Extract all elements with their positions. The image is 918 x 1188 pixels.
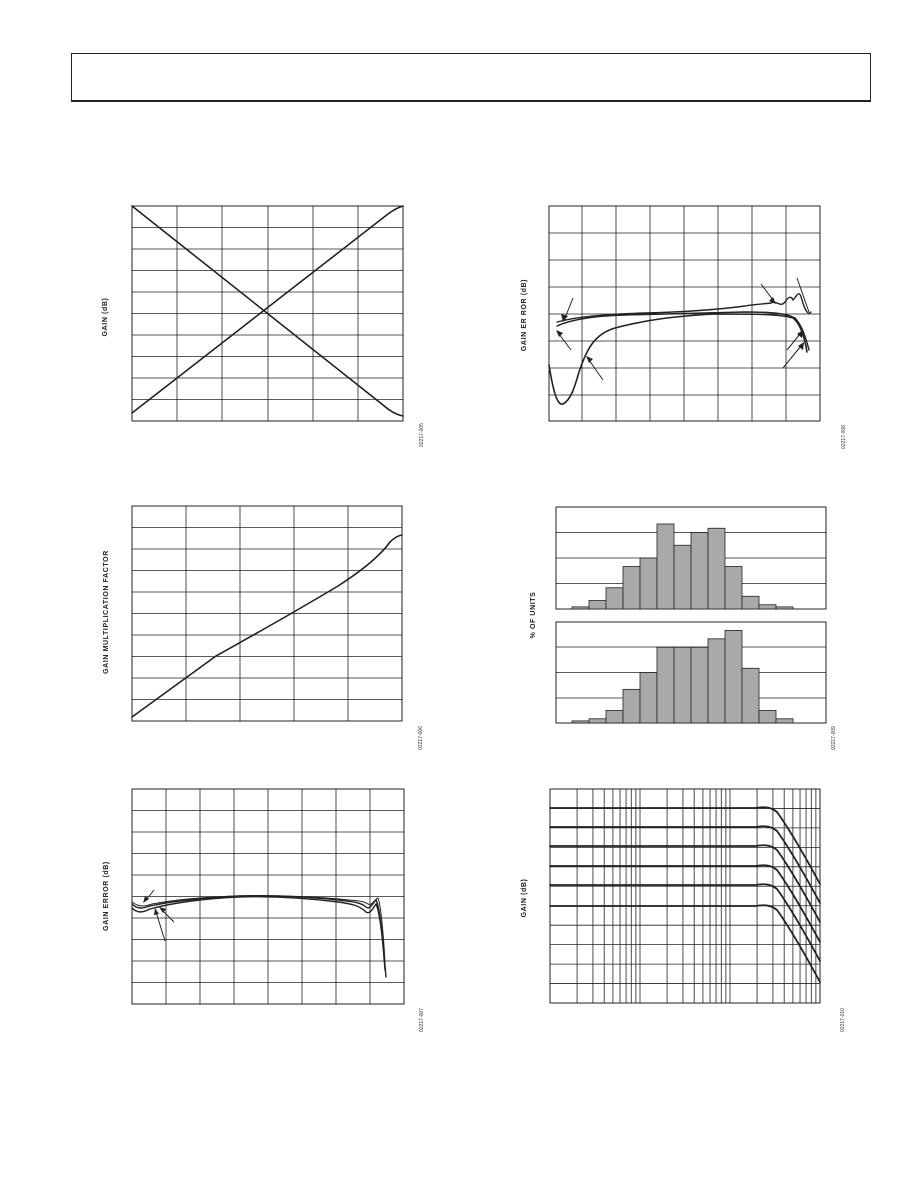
histogram-bar	[725, 630, 742, 723]
y-axis-label: GAIN ERROR (dB)	[103, 861, 110, 931]
histogram-bar	[674, 545, 691, 609]
series-curve-1	[132, 896, 385, 970]
frequency-curve	[550, 845, 820, 922]
histogram-bar	[708, 528, 725, 609]
figure-code: 02217-006	[418, 726, 424, 750]
frequency-curve	[550, 865, 820, 942]
frequency-curve	[550, 905, 820, 982]
series-curve-2	[132, 897, 386, 977]
histogram-bar	[572, 607, 589, 609]
histogram-bar	[725, 567, 742, 610]
frequency-curve	[550, 884, 820, 961]
figure-code: 02217-008	[841, 425, 847, 449]
page-header-box	[71, 53, 871, 102]
plot-frame	[550, 789, 820, 1003]
y-axis-label: GAIN ER ROR (dB)	[521, 278, 528, 352]
histogram-bar	[572, 721, 589, 723]
annotation-arrow	[556, 330, 571, 350]
figure-code: 02217-007	[419, 1008, 425, 1032]
histogram-bar	[776, 607, 793, 609]
histogram-bottom-bars	[572, 630, 793, 723]
log-grid	[550, 789, 820, 1003]
figure-code: 02217-010	[840, 1008, 846, 1032]
series-line-rising	[132, 206, 403, 413]
histogram-bar	[623, 567, 640, 610]
histogram-bar	[708, 639, 725, 723]
histogram-bar	[776, 719, 793, 723]
series-curve-mid-temp	[557, 312, 809, 350]
histogram-bar	[691, 533, 708, 610]
histogram-bar	[589, 719, 606, 723]
y-axis-label: % OF UNITS	[530, 591, 537, 639]
figure-gain-cross	[98, 200, 438, 465]
histogram-bar	[759, 605, 776, 609]
figure-code: 02217-009	[831, 726, 837, 750]
histogram-bar	[606, 588, 623, 609]
histogram-bar	[657, 647, 674, 723]
annotation-arrow	[159, 907, 174, 922]
histogram-bar	[640, 558, 657, 609]
y-axis-label: GAIN (dB)	[102, 297, 109, 337]
histogram-bar	[742, 596, 759, 609]
annotation-arrow	[797, 278, 809, 312]
grid	[132, 506, 402, 721]
histogram-bar	[589, 601, 606, 610]
histogram-bar	[759, 710, 776, 723]
frequency-response-curves	[550, 807, 820, 982]
histogram-bar	[640, 673, 657, 724]
series-curve-3	[132, 896, 385, 962]
series-gain-mult	[132, 535, 402, 717]
histogram-bar	[742, 668, 759, 723]
figure-histograms	[515, 500, 860, 765]
annotation-arrow	[154, 908, 165, 941]
figure-gain-error-temp	[515, 200, 860, 465]
histogram-top-bars	[572, 524, 793, 609]
histogram-bar	[623, 689, 640, 723]
figure-gain-error	[98, 782, 438, 1047]
y-axis-label: GAIN MULTIPLICATION FACTOR	[103, 550, 110, 674]
y-axis-label: GAIN (dB)	[521, 878, 528, 918]
figure-gain-freq	[515, 782, 860, 1047]
series-line-falling	[132, 206, 403, 416]
histogram-bar	[606, 710, 623, 723]
histogram-bar	[691, 647, 708, 723]
histogram-bar	[674, 647, 691, 723]
figure-code: 02217-005	[419, 423, 425, 447]
figure-gain-mult	[98, 500, 438, 765]
histogram-bar	[657, 524, 674, 609]
